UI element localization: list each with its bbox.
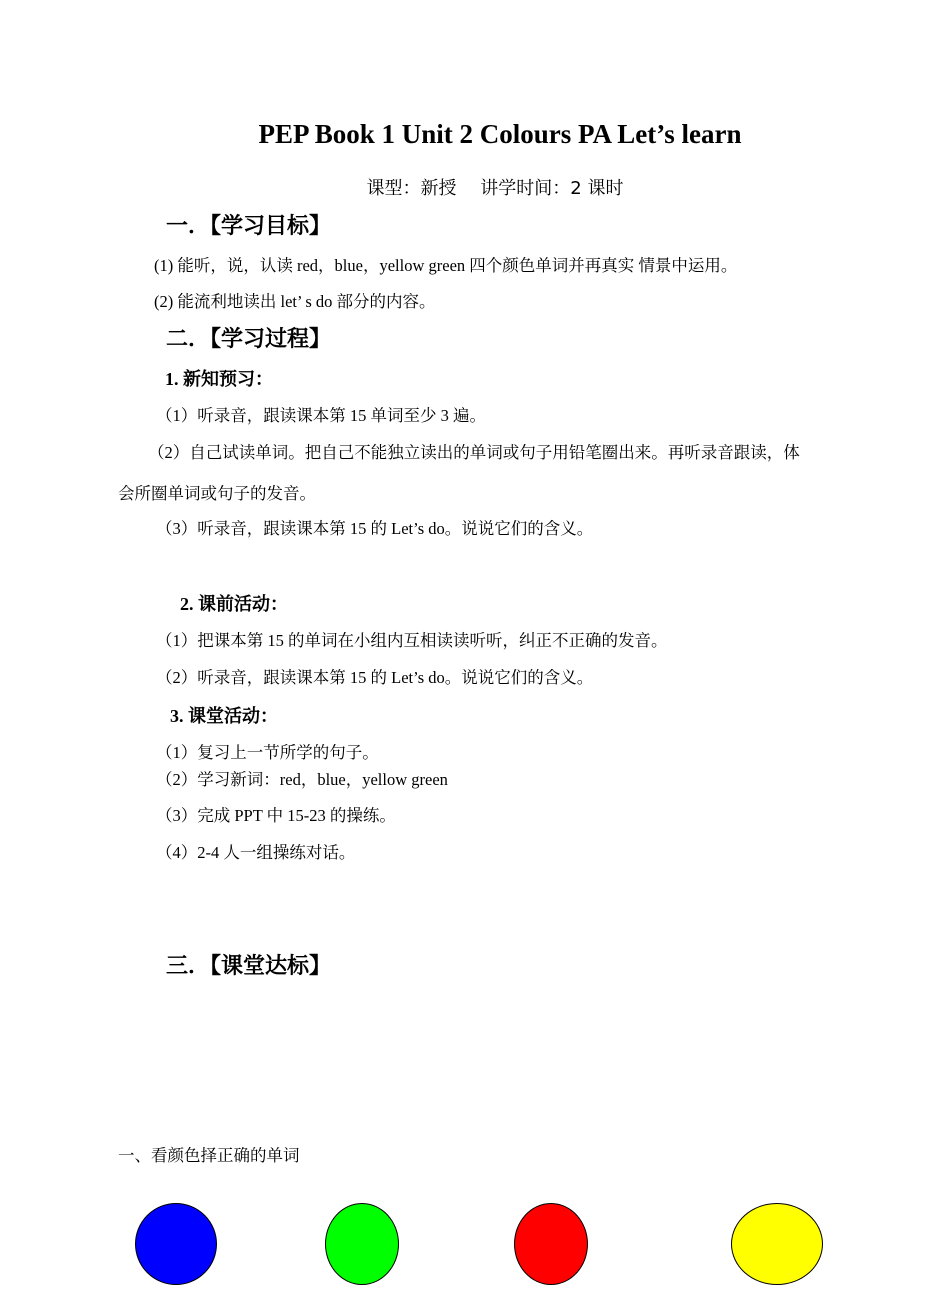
section-heading-objectives: 一．【学习目标】 [166,214,332,239]
objective-item: (1) 能听，说，认读 red，blue，yellow green 四个颜色单词并再真实 情景中运用。 [154,256,738,275]
preview-item: （3）听录音，跟读课本第 15 的 Let’s do。说说它们的含义。 [156,519,594,538]
subheading-in-class: 3. 课堂活动： [170,706,278,726]
exercise-instruction: 一、看颜色择正确的单词 [118,1146,300,1165]
red-circle [514,1203,588,1285]
in-class-item: （2）学习新词：red，blue，yellow green [156,770,448,789]
subheading-pre-class: 2. 课前活动： [180,594,288,614]
objective-item: (2) 能流利地读出 let’ s do 部分的内容。 [154,292,436,311]
section-heading-assessment: 三．【课堂达标】 [166,954,332,979]
pre-class-item: （2）听录音，跟读课本第 15 的 Let’s do。说说它们的含义。 [156,668,594,687]
blue-circle [135,1203,217,1285]
in-class-item: （4）2-4 人一组操练对话。 [156,843,356,862]
in-class-item: （1）复习上一节所学的句子。 [156,743,379,762]
preview-item: （2）自己试读单词。把自己不能独立读出的单词或句子用铅笔圈出来。再听录音跟读，体 [148,443,800,462]
subheading-preview: 1. 新知预习： [165,369,273,389]
lesson-info: 课型：新授 讲学时间：2 课时 [366,178,624,199]
document-title: PEP Book 1 Unit 2 Colours PA Let’s learn [258,119,742,149]
pre-class-item: （1）把课本第 15 的单词在小组内互相读读听听，纠正不正确的发音。 [156,631,668,650]
in-class-item: （3）完成 PPT 中 15-23 的操练。 [156,806,396,825]
section-heading-process: 二．【学习过程】 [166,327,332,352]
preview-item: 会所圈单词或句子的发音。 [118,484,316,503]
preview-item: （1）听录音，跟读课本第 15 单词至少 3 遍。 [156,406,486,425]
green-circle [325,1203,399,1285]
yellow-circle [731,1203,823,1285]
